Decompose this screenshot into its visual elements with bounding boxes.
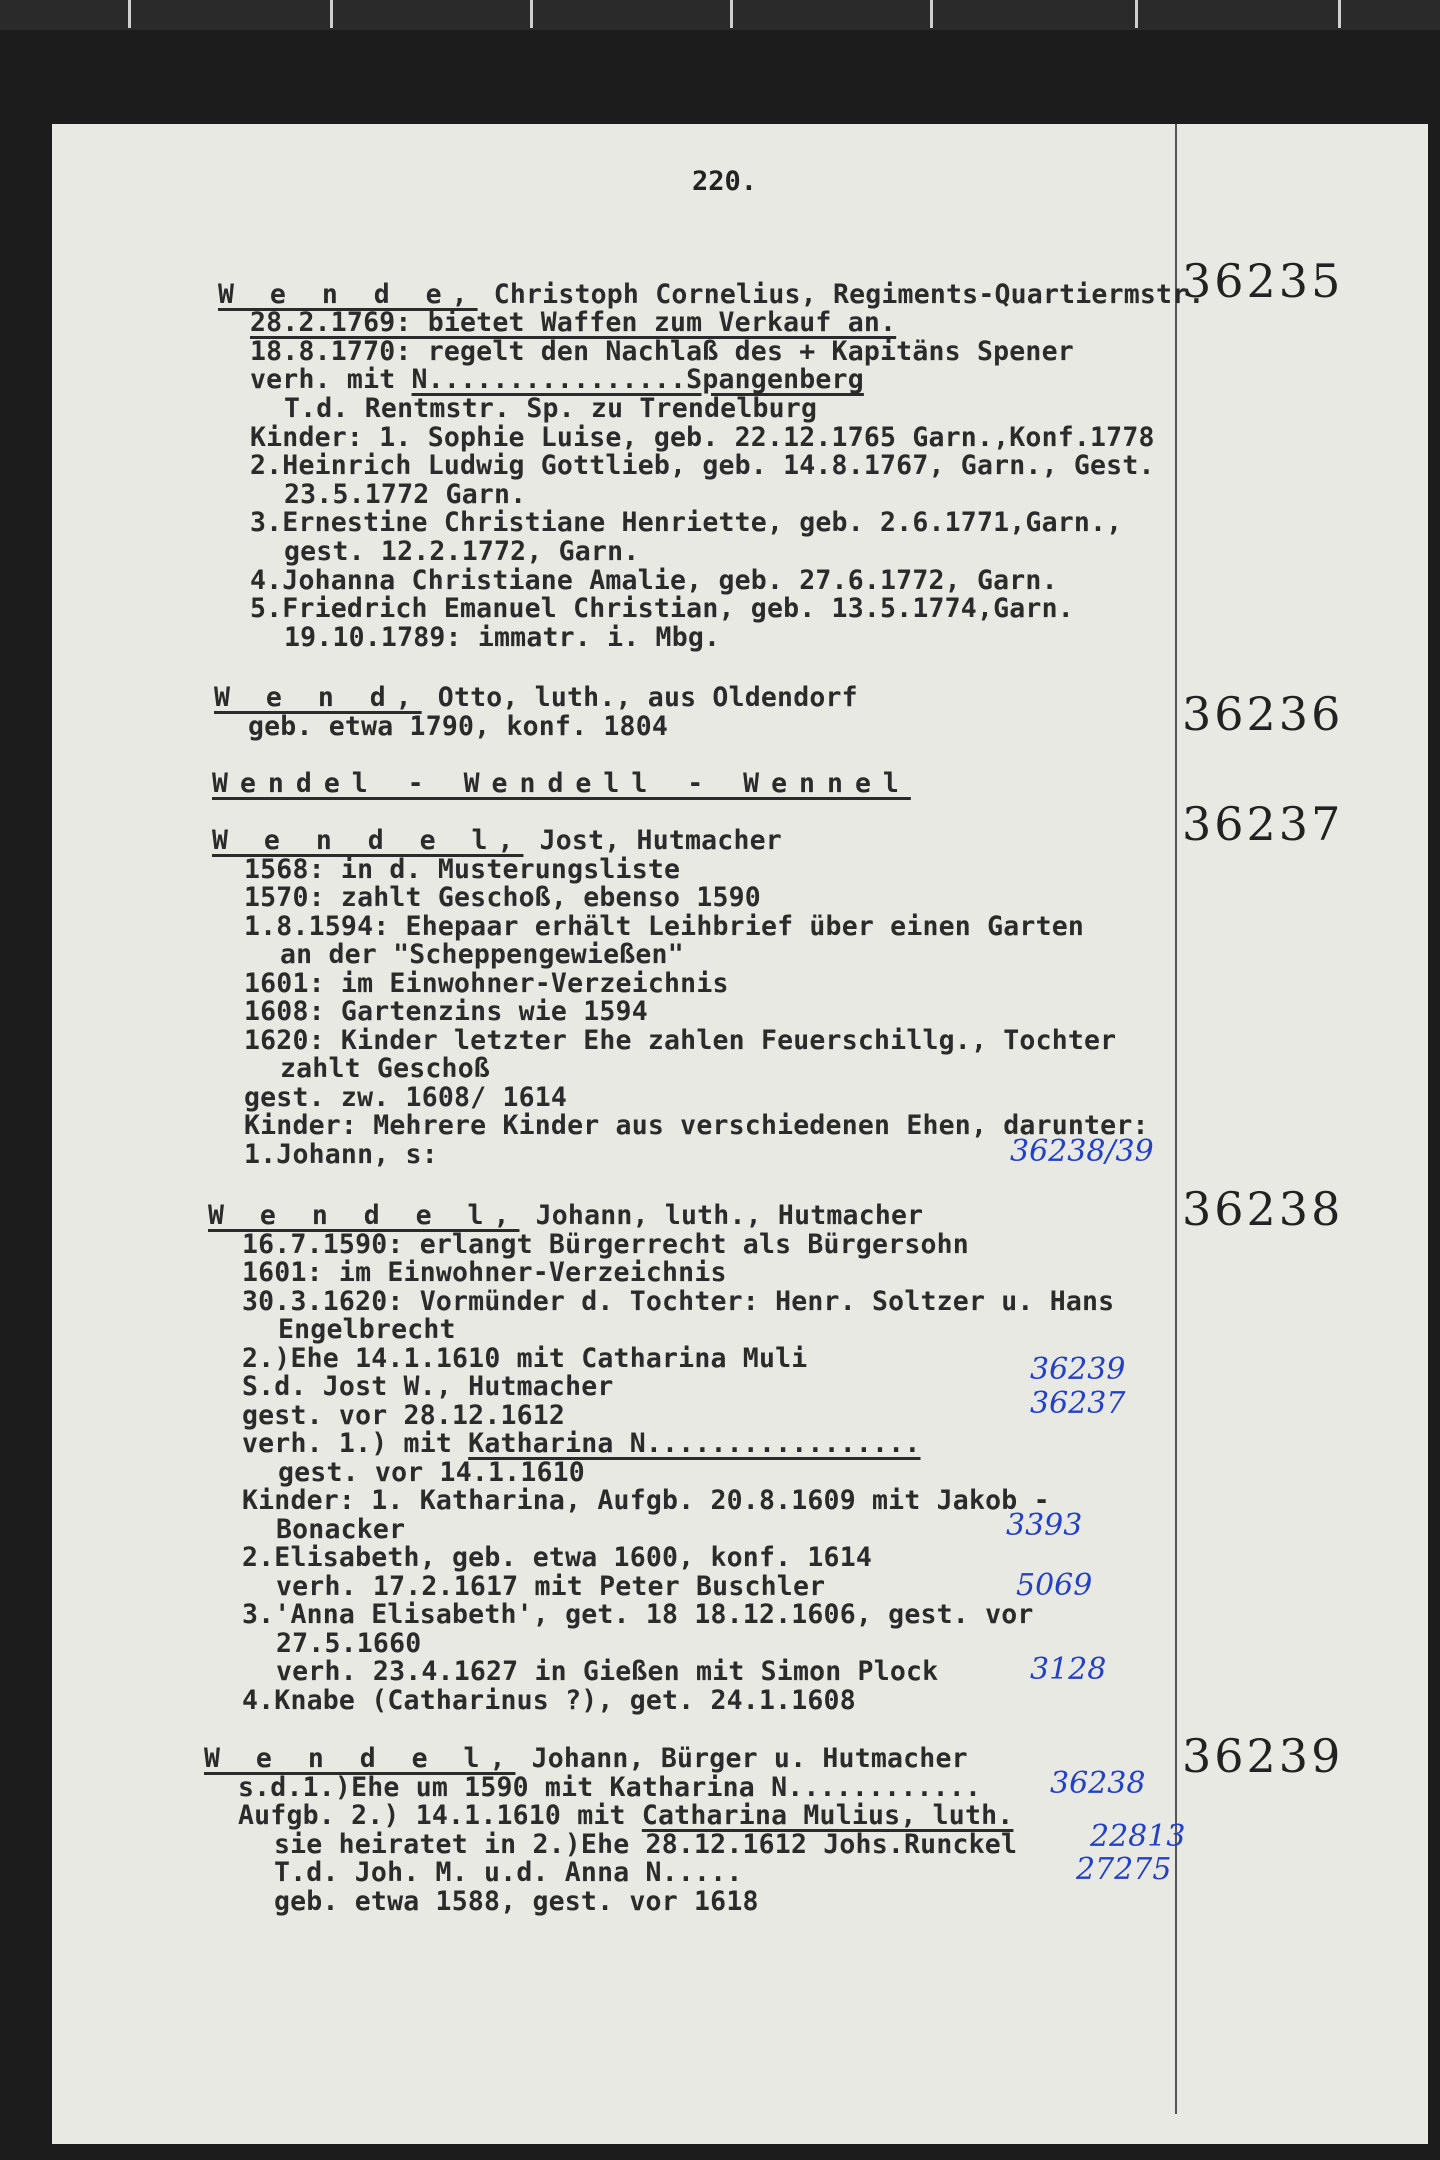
entry-line: Bonacker <box>276 1514 406 1545</box>
entry-line: 1601: im Einwohner-Verzeichnis <box>244 968 729 999</box>
entry-line: 3.'Anna Elisabeth', get. 18 18.12.1606, gest. vor <box>242 1599 1034 1630</box>
entry-line: gest. 12.2.1772, Garn. <box>284 536 640 567</box>
entry-number: 36237 <box>1182 797 1344 851</box>
entry-line: 1.8.1594: Ehepaar erhält Leihbrief über einen Garten <box>244 911 1085 942</box>
entry-line: 16.7.1590: erlangt Bürgerrecht als Bürgersohn <box>242 1229 969 1260</box>
entry-line: Kinder: Mehrere Kinder aus verschiedenen Ehen, darunter: <box>244 1110 1149 1141</box>
handwritten-note: 27275 <box>1076 1852 1172 1887</box>
entry-text: Christoph Cornelius, Regiments-Quartiermstr. <box>477 279 1205 310</box>
entry-number: 36236 <box>1182 687 1344 741</box>
film-tick <box>1135 0 1138 28</box>
entry-line: 1.Johann, s: <box>244 1139 438 1170</box>
entry-line: 2.Elisabeth, geb. etwa 1600, konf. 1614 <box>242 1542 873 1573</box>
handwritten-note: 22813 <box>1090 1819 1186 1854</box>
entry-line: 3.Ernestine Christiane Henriette, geb. 2.6.1771,Garn., <box>250 507 1123 538</box>
entry-line: 1608: Gartenzins wie 1594 <box>244 996 648 1027</box>
handwritten-note: 36239 <box>1030 1352 1126 1387</box>
entry-number: 36238 <box>1182 1182 1344 1236</box>
entry-line: 2.)Ehe 14.1.1610 mit Catharina Muli <box>242 1343 808 1374</box>
entry-line: Kinder: 1. Sophie Luise, geb. 22.12.1765 Garn.,Konf.1778 <box>250 422 1155 453</box>
spouse-name: Katharina N................. <box>468 1428 921 1459</box>
surname-heading: W e n d e l, <box>208 1200 520 1231</box>
spouse-name: Catharina Mulius, luth. <box>641 1800 1014 1831</box>
entry-line: 1568: in d. Musterungsliste <box>244 854 681 885</box>
entry-line: 1601: im Einwohner-Verzeichnis <box>242 1257 727 1288</box>
entry-line: verh. mit N................Spangenberg <box>250 364 864 395</box>
entry-line: Aufgb. 2.) 14.1.1610 mit Catharina Mulius, luth. <box>238 1800 1014 1831</box>
entry-line: 1570: zahlt Geschoß, ebenso 1590 <box>244 882 761 913</box>
entry-line: verh. 17.2.1617 mit Peter Buschler <box>276 1571 826 1602</box>
entry-heading-line <box>204 1743 968 1774</box>
entry-heading-line <box>208 1200 923 1231</box>
entry-line: S.d. Jost W., Hutmacher <box>242 1371 614 1402</box>
film-tick <box>330 0 333 28</box>
entry-line: an der "Scheppengewießen" <box>280 939 684 970</box>
entry-line: 30.3.1620: Vormünder d. Tochter: Henr. Soltzer u. Hans <box>242 1286 1115 1317</box>
margin-rule <box>1175 124 1177 2114</box>
entry-line: 4.Johanna Christiane Amalie, geb. 27.6.1772, Garn. <box>250 565 1058 596</box>
entry-line: 4.Knabe (Catharinus ?), get. 24.1.1608 <box>242 1685 856 1716</box>
surname-heading: W e n d e, <box>218 279 478 310</box>
entry-line: 5.Friedrich Emanuel Christian, geb. 13.5.1774,Garn. <box>250 593 1074 624</box>
entry-number: 36235 <box>1182 254 1344 308</box>
entry-line: 27.5.1660 <box>276 1628 422 1659</box>
entry-line: gest. vor 28.12.1612 <box>242 1400 566 1431</box>
handwritten-note: 36238 <box>1050 1766 1146 1801</box>
entry-line: zahlt Geschoß <box>280 1053 491 1084</box>
entry-heading-line <box>212 825 782 856</box>
entry-line: gest. zw. 1608/ 1614 <box>244 1082 568 1113</box>
film-strip-top <box>0 0 1440 30</box>
entry-line: geb. etwa 1588, gest. vor 1618 <box>274 1886 759 1917</box>
film-tick <box>1338 0 1341 28</box>
entry-text: Johann, luth., Hutmacher <box>519 1200 924 1231</box>
entry-line: 18.8.1770: regelt den Nachlaß des + Kapitäns Spener <box>250 336 1074 367</box>
entry-number: 36239 <box>1182 1729 1344 1783</box>
handwritten-note: 3393 <box>1006 1508 1083 1543</box>
entry-heading-line <box>218 279 1205 310</box>
entry-line: 1620: Kinder letzter Ehe zahlen Feuerschillg., Tochter <box>244 1025 1117 1056</box>
entry-line: T.d. Rentmstr. Sp. zu Trendelburg <box>284 393 818 424</box>
entry-heading-line <box>214 682 858 713</box>
handwritten-note: 36237 <box>1030 1386 1126 1421</box>
entry-line: sie heiratet in 2.)Ehe 28.12.1612 Johs.Runckel <box>274 1829 1018 1860</box>
entry-line: Engelbrecht <box>278 1314 456 1345</box>
surname-heading: W e n d e l, <box>204 1743 516 1774</box>
handwritten-note: 36238/39 <box>1010 1134 1154 1169</box>
entry-line: s.d.1.)Ehe um 1590 mit Katharina N............ <box>238 1772 982 1803</box>
entry-line: 23.5.1772 Garn. <box>284 479 527 510</box>
surname-heading: W e n d e l, <box>212 825 524 856</box>
handwritten-note: 3128 <box>1030 1652 1107 1687</box>
entry-text: Johann, Bürger u. Hutmacher <box>515 1743 968 1774</box>
entry-text: Otto, luth., aus Oldendorf <box>421 682 858 713</box>
entry-line: 2.Heinrich Ludwig Gottlieb, geb. 14.8.1767, Garn., Gest. <box>250 450 1155 481</box>
entry-line: 28.2.1769: bietet Waffen zum Verkauf an. <box>250 307 897 338</box>
handwritten-note: 5069 <box>1016 1568 1093 1603</box>
entry-line: Kinder: 1. Katharina, Aufgb. 20.8.1609 mit Jakob - <box>242 1485 1050 1516</box>
film-tick <box>730 0 733 28</box>
entry-line: verh. 1.) mit Katharina N................. <box>242 1428 921 1459</box>
film-tick <box>128 0 131 28</box>
surname-heading: W e n d, <box>214 682 422 713</box>
entry-line: geb. etwa 1790, konf. 1804 <box>248 711 669 742</box>
document-page <box>52 124 1428 2144</box>
entry-line: verh. 23.4.1627 in Gießen mit Simon Plock <box>276 1656 939 1687</box>
entry-line: gest. vor 14.1.1610 <box>278 1457 585 1488</box>
spouse-name: N................Spangenberg <box>411 364 864 395</box>
entry-text: Jost, Hutmacher <box>523 825 782 856</box>
page-number: 220. <box>692 166 758 197</box>
entry-line: 19.10.1789: immatr. i. Mbg. <box>284 622 721 653</box>
film-tick <box>930 0 933 28</box>
film-tick <box>530 0 533 28</box>
section-heading: Wendel - Wendell - Wennel <box>212 768 911 799</box>
entry-line: T.d. Joh. M. u.d. Anna N..... <box>274 1857 743 1888</box>
